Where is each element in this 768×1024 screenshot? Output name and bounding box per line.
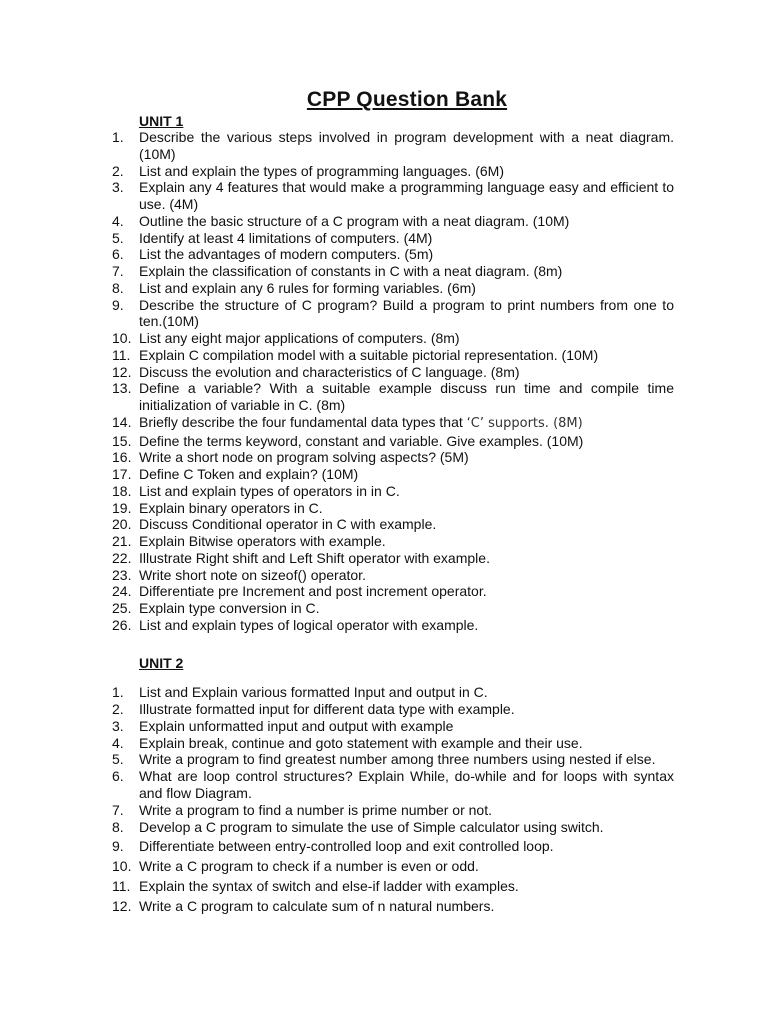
list-item: 8. Develop a C program to simulate the use of Simple calculator using switch. xyxy=(112,818,604,835)
list-item: 10. Write a C program to check if a number is even or odd. xyxy=(112,858,479,875)
list-item: 1. Describe the various steps involved in program development with a neat diagram. (10M) xyxy=(112,129,674,162)
list-item: 18. List and explain types of operators in in C. xyxy=(112,482,400,499)
list-item: 17. Define C Token and explain? (10M) xyxy=(112,466,359,482)
list-item: 7. Write a program to find a number is prime number or not. xyxy=(112,801,493,818)
unit-1-question-list xyxy=(112,129,674,634)
list-item: 6. What are loop control structures? Explain While, do-while and for loops with syntax and flow Diagram. xyxy=(112,768,674,801)
list-item: 20. Discuss Conditional operator in C with example. xyxy=(112,516,437,533)
list-item: 1. List and Explain various formatted Input and output in C. xyxy=(112,684,488,700)
list-item: 6. List the advantages of modern computers. (5m) xyxy=(112,246,434,263)
list-item: 3. Explain any 4 features that would make a programming language easy and efficient to use. (4M) xyxy=(112,179,674,212)
list-item: 15. Define the terms keyword, constant and variable. Give examples. (10M) xyxy=(112,432,584,449)
list-item: 25. Explain type conversion in C. xyxy=(112,600,320,616)
list-item: 12. Discuss the evolution and characteristics of C language. (8m) xyxy=(112,363,520,380)
list-item: 9. Differentiate between entry-controlled loop and exit controlled loop. xyxy=(112,838,554,855)
list-item: 23. Write short note on sizeof() operator. xyxy=(112,566,366,583)
list-item: 4. Outline the basic structure of a C program with a neat diagram. (10M) xyxy=(112,212,570,229)
list-item: 21. Explain Bitwise operators with example. xyxy=(112,533,386,549)
list-item: 4. Explain break, continue and goto statement with example and their use. xyxy=(112,734,583,751)
list-item: 3. Explain unformatted input and output with example xyxy=(112,717,454,734)
list-item: 7. Explain the classification of constants in C with a neat diagram. (8m) xyxy=(112,263,563,279)
list-item: 11. Explain C compilation model with a suitable pictorial representation. (10M) xyxy=(112,346,599,363)
list-item: 10. List any eight major applications of computers. (8m) xyxy=(112,330,460,346)
unit-2-heading: UNIT 2 xyxy=(139,655,184,671)
unit-1-heading: UNIT 1 xyxy=(139,113,184,129)
list-item: 22. Illustrate Right shift and Left Shift operator with example. xyxy=(112,549,490,566)
unit-2-question-list xyxy=(112,684,674,915)
list-item: 26. List and explain types of logical operator with example. xyxy=(112,616,479,633)
list-item: 12. Write a C program to calculate sum of n natural numbers. xyxy=(112,897,495,914)
list-item: 13. Define a variable? With a suitable example discuss run time and compile time initialization of variable in C. (8m) xyxy=(112,380,674,413)
list-item: 11. Explain the syntax of switch and else-if ladder with examples. xyxy=(112,877,519,894)
list-item: 2. List and explain the types of programming languages. (6M) xyxy=(112,162,504,179)
list-item: 19. Explain binary operators in C. xyxy=(112,499,323,516)
list-item: 16. Write a short node on program solving aspects? (5M) xyxy=(112,449,469,466)
list-item: 2. Illustrate formatted input for different data type with example. xyxy=(112,700,515,717)
list-item: 5. Write a program to find greatest number among three numbers using nested if else. xyxy=(112,751,656,768)
page-title: CPP Question Bank xyxy=(306,88,508,111)
list-item: 5. Identify at least 4 limitations of computers. (4M) xyxy=(112,229,433,246)
list-item: 14. Briefly describe the four fundamental data types that ‘C’ supports. (8M) xyxy=(112,413,583,431)
list-item: 8. List and explain any 6 rules for forming variables. (6m) xyxy=(112,279,476,296)
list-item: 9. Describe the structure of C program? Build a program to print numbers from one to ten.(10M) xyxy=(112,296,674,330)
list-item: 24. Differentiate pre Increment and post increment operator. xyxy=(112,583,487,600)
